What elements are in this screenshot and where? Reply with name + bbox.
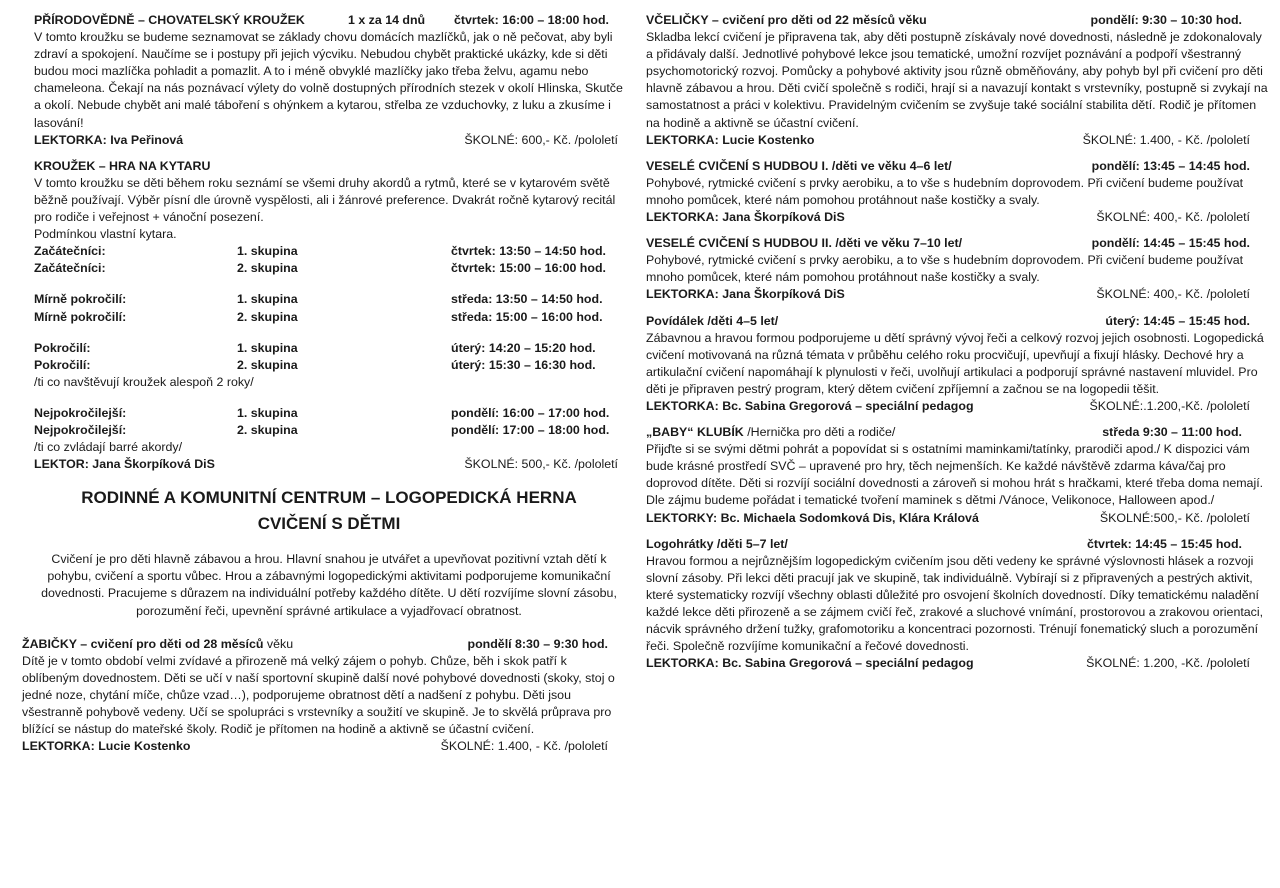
course-footer [34, 456, 624, 473]
course-baby-klubik [646, 424, 1272, 527]
lector-name: Lucie Kostenko [722, 132, 815, 147]
course-povidalek [646, 313, 1272, 416]
course-title: „BABY“ KLUBÍK [646, 425, 744, 440]
lector-label: LEKTORKA: [34, 132, 107, 147]
group-note: /ti co zvládají barré akordy/ [34, 440, 183, 455]
course-header: Povídálek /děti 4–5 let/ úterý: 14:45 – 15:45 hod. [646, 313, 1272, 330]
course-footer [646, 510, 1272, 527]
lector-name: Bc. Sabina Gregorová – speciální pedagog [722, 656, 974, 671]
course-time: pondělí: 13:45 – 14:45 hod. [1091, 158, 1250, 173]
lector-name: Bc. Sabina Gregorová – speciální pedagog [722, 398, 974, 413]
group-row: Nejpokročilejší: 1. skupina pondělí: 16:00 – 17:00 hod. [34, 405, 610, 420]
lector-label: LEKTORKY: [646, 510, 718, 525]
course-footer [34, 132, 624, 149]
course-fee: ŠKOLNÉ:.1.200,-Kč. /pololetí [1089, 398, 1250, 413]
left-column [22, 12, 624, 764]
course-time: úterý: 14:45 – 15:45 hod. [1105, 313, 1250, 328]
course-title: VČELIČKY – cvičení pro děti od 22 měsíců věku [646, 13, 927, 27]
course-time: čtvrtek: 14:45 – 15:45 hod. [1087, 536, 1242, 551]
course-fee: ŠKOLNÉ: 1.400, - Kč. /pololetí [440, 739, 608, 754]
course-footer [646, 209, 1272, 226]
course-title: KROUŽEK – HRA NA KYTARU [34, 158, 211, 173]
course-time: pondělí 8:30 – 9:30 hod. [467, 636, 608, 651]
course-fee: ŠKOLNÉ: 600,- Kč. /pololetí [464, 132, 618, 147]
group-row: Mírně pokročilí: 2. skupina středa: 15:00 – 16:00 hod. [34, 309, 603, 324]
group-row: Začátečníci: 2. skupina čtvrtek: 15:00 – 16:00 hod. [34, 261, 606, 276]
lector-label: LEKTORKA: [646, 656, 719, 671]
group-row: Začátečníci: 1. skupina čtvrtek: 13:50 – 14:50 hod. [34, 244, 606, 259]
course-header: „BABY“ KLUBÍK /Hernička pro děti a rodiče/ středa 9:30 – 11:00 hod. [646, 424, 1272, 441]
group-row: Pokročilí: 1. skupina úterý: 14:20 – 15:20 hod. [34, 340, 596, 355]
course-fee: ŠKOLNÉ: 500,- Kč. /pololetí [464, 457, 618, 472]
lector-name: Iva Peřinová [110, 132, 184, 147]
lector-label: LEKTOR: [34, 457, 89, 472]
course-fee: ŠKOLNÉ: 1.400, - Kč. /pololetí [1082, 132, 1250, 147]
course-title: VESELÉ CVIČENÍ S HUDBOU I. /děti ve věku 4–6 let/ [646, 158, 952, 173]
lector-name: Lucie Kostenko [98, 739, 191, 754]
course-title: Povídálek [646, 313, 704, 328]
course-description: Přijďte si se svými dětmi pohrát a popovídat si s ostatními maminkami/tatínky, prarodiči apod./ K dispozici vám bude krásné prostředí SVČ – upravené pro hry, těch nejmenších. Ke každé návštěvě zdarma káva/čaj pro doprovod dítěte. Děti si rozvíjí sociální dovednosti a zároveň si mohou hrát s hračkami, které třeba doma nemají. Dle zájmu budeme pořádat i tematické tvoření maminek s dětmi /Vánoce, Velikonoce, Halloween apod./ [646, 442, 1264, 508]
course-condition: Podmínkou vlastní kytara. [34, 227, 177, 242]
course-description: Hravou formou a nejrůznějším logopedickým cvičením jsou děti vedeny ke správné výslovnosti hlásek a rozvoji slovní zásoby. Při lekci děti pracují jak ve skupině, tak individuálně. Vybírají si z připravených a pestrých aktivit, které systematicky rozvíjí všechny oblasti důležité pro osvojení školních dovedností. Díky tematickému naladění každé lekce děti přirozeně a se zájmem cvičí řeč, zrakové a sluchové vnímání, prostorovou a zrakovou orientaci, nácvik správného držení tužky, grafomotoriku a koncentraci pozornosti. Trénují fonematický sluch a porozumění řeči. Společně rozvíjíme komunikační a řečové dovednosti. [646, 553, 1264, 654]
lector-label: LEKTORKA: [646, 287, 719, 302]
course-header [646, 158, 1272, 175]
course-fee: ŠKOLNÉ: 400,- Kč. /pololetí [1096, 210, 1250, 225]
course-description: V tomto kroužku se budeme seznamovat se základy chovu domácích mazlíčků, jak o ně pečovat, aby byli zdraví a spokojení. Naučíme se i postupy při jejich výcviku. Nebudou chybět praktické ukázky, kde si děti budou moci mazlíčka pohladit a pomazlit. A to i méně obvyklé mazlíčky jako třeba želvu, agamu nebo chameleona. Čekají na nás poznávací výlety do volně dostupných přírodních stezek v okolí Hlinska, Skutče a okolí. Nebude chybět ani malé táboření s ohýnkem a kytarou, střelba ze vzduchovky, z luku a zkusíme i lasování! [34, 30, 623, 130]
course-description: Pohybové, rytmické cvičení s prvky aerobiku, a to vše s hudebním doprovodem. Při cvičení budeme používat mnoho pomůcek, které nám pomohou protáhnout naše kostičky a svaly. [646, 175, 1244, 207]
lector-name: Jana Škorpíková DiS [722, 287, 845, 302]
course-footer [646, 655, 1272, 672]
course-logohratky [646, 536, 1272, 673]
group-row: Nejpokročilejší: 2. skupina pondělí: 17:00 – 18:00 hod. [34, 422, 610, 437]
group-row: Pokročilí: 2. skupina úterý: 15:30 – 16:30 hod. [34, 357, 596, 372]
right-column [646, 12, 1272, 681]
course-time: středa 9:30 – 11:00 hod. [1102, 425, 1242, 440]
course-header: ŽABIČKY – cvičení pro děti od 28 měsíců věku pondělí 8:30 – 9:30 hod. [22, 636, 624, 653]
course-fee: ŠKOLNÉ:500,- Kč. /pololetí [1099, 510, 1250, 525]
course-vcelicky [646, 12, 1272, 149]
lector-label: LEKTORKA: [22, 739, 95, 754]
course-description: Pohybové, rytmické cvičení s prvky aerobiku, a to vše s hudebním doprovodem. Při cvičení budeme používat mnoho pomůcek, které nám pomohou protáhnout naše kostičky a svaly. [646, 253, 1244, 285]
course-title: ŽABIČKY – cvičení pro děti od 28 měsíců [22, 636, 264, 651]
lector-name: Bc. Michaela Sodomková Dis, Klára Králová [720, 510, 979, 525]
course-description: Zábavnou a hravou formou podporujeme u dětí správný vývoj řeči a celkový rozvoj jejich osobnosti. Logopedická cvičení motivovaná na různá témata v průběhu celého roku procvičují, upevňují a fixují hlásky. Dechové hry a artikulační cvičení napomáhají k plynulosti v řeči, uvolňují artikulaci a podporují správné nastavení mluvidel. Pro děti je připraven pestrý program, který dětem cvičení zpříjemní a začnou se na logopedii těšit. [646, 330, 1264, 396]
section-heading: RODINNÉ A KOMUNITNÍ CENTRUM – LOGOPEDICKÁ HERNA CVIČENÍ S DĚTMI [81, 488, 577, 534]
course-frequency: 1 x za 14 dnů [348, 13, 426, 27]
section-intro: Cvičení je pro děti hlavně zábavou a hrou. Hlavní snahou je utvářet a upevňovat pozitivní vztah dětí k pohybu, cvičení a sportu vůbec. Hrou a zábavnými logopedickými aktivitami podporujeme komunikační dovednosti. Pracujeme s důrazem na individuální potřeby každého dítěte. U dětí rozvíjíme slovní zásobu, porozumění řeči, upevnění správné artikulace a vyjadřovací obratnost. [41, 552, 617, 618]
lector-label: LEKTORKA: [646, 398, 719, 413]
course-header: Logohrátky /děti 5–7 let/ čtvrtek: 14:45 – 15:45 hod. [646, 536, 1272, 553]
lector-name: Jana Škorpíková DiS [722, 210, 845, 225]
lector-label: LEKTORKA: [646, 132, 719, 147]
course-footer [646, 286, 1272, 303]
course-footer [646, 132, 1272, 149]
course-title: VESELÉ CVIČENÍ S HUDBOU II. /děti ve věku 7–10 let/ [646, 236, 963, 251]
course-hudba-1 [646, 158, 1272, 226]
group-row: Mírně pokročilí: 1. skupina středa: 13:50 – 14:50 hod. [34, 292, 603, 307]
course-header [646, 12, 1272, 29]
course-zabicky [22, 636, 624, 756]
course-footer [646, 398, 1272, 415]
group-note: /ti co navštěvují kroužek alespoň 2 roky/ [34, 374, 254, 389]
lector-name: Jana Škorpíková DiS [92, 457, 215, 472]
course-footer [22, 738, 624, 755]
course-fee: ŠKOLNÉ: 1.200, -Kč. /pololetí [1086, 656, 1250, 671]
course-hudba-2 [646, 235, 1272, 303]
course-title: PŘÍRODOVĚDNĚ – CHOVATELSKÝ KROUŽEK [34, 13, 305, 27]
course-description: V tomto kroužku se děti během roku seznámí se všemi druhy akordů a rytmů, které se v kytarovém světě běžně používají. Výběr písní dle úrovně vyspělosti, ali i žánrové preference. Dvakrát ročně kytarový recitál pro rodiče i veřejnost + vánoční posezení. [34, 175, 616, 225]
course-fee: ŠKOLNÉ: 400,- Kč. /pololetí [1096, 287, 1250, 302]
course-title: Logohrátky [646, 536, 714, 551]
course-time: pondělí: 9:30 – 10:30 hod. [1090, 13, 1242, 27]
course-description: Skladba lekcí cvičení je připravena tak, aby děti postupně získávaly nové dovednosti, následně je zdokonalovaly a přidávaly další. Jednotlivé pohybové lekce jsou tematické, umožní rozvíjet poznávání a podpoří všestranný psychomotorický rozvoj. Pomůcky a pohybové aktivity jsou různě obměňovány, aby pohyb byl při cvičení pro děti hlavně zábavou a hrou. Děti cvičí společně s rodiči, hrají si a navazují kontakt s vrstevníky, postupně si zvykají na samostatnost a práci v kolektivu. Pravidelným cvičením se zvyšuje také sociální stabilita dětí. Rodič je přítomen na hodině a aktivně se účastní cvičení. [646, 30, 1268, 130]
course-kytara [34, 158, 624, 474]
course-description: Dítě je v tomto období velmi zvídavé a přirozeně má velký zájem o pohyb. Chůze, běh i skok patří k oblíbeným dovednostem. Děti se učí v naší sportovní skupině další nové pohybové dovednosti (skoky, stoj o jedné noze, chytání míče, chůze vzad…), podporujeme obratnost dětí a nadšení z pohybu. Děti jsou všestranně pohybově vedeny. Učí se spolupráci s vrstevníky a soužití ve skupině. Je to skvělá průprava pro blížící se nástup do mateřské školy. Rodič je přítomen na hodině a aktivně se účastní cvičení. [22, 653, 615, 737]
course-header [34, 12, 624, 29]
course-time: čtvrtek: 16:00 – 18:00 hod. [454, 13, 609, 27]
course-time: pondělí: 14:45 – 15:45 hod. [1091, 236, 1250, 251]
lector-label: LEKTORKA: [646, 210, 719, 225]
course-header [646, 235, 1272, 252]
course-priroda [34, 12, 624, 149]
